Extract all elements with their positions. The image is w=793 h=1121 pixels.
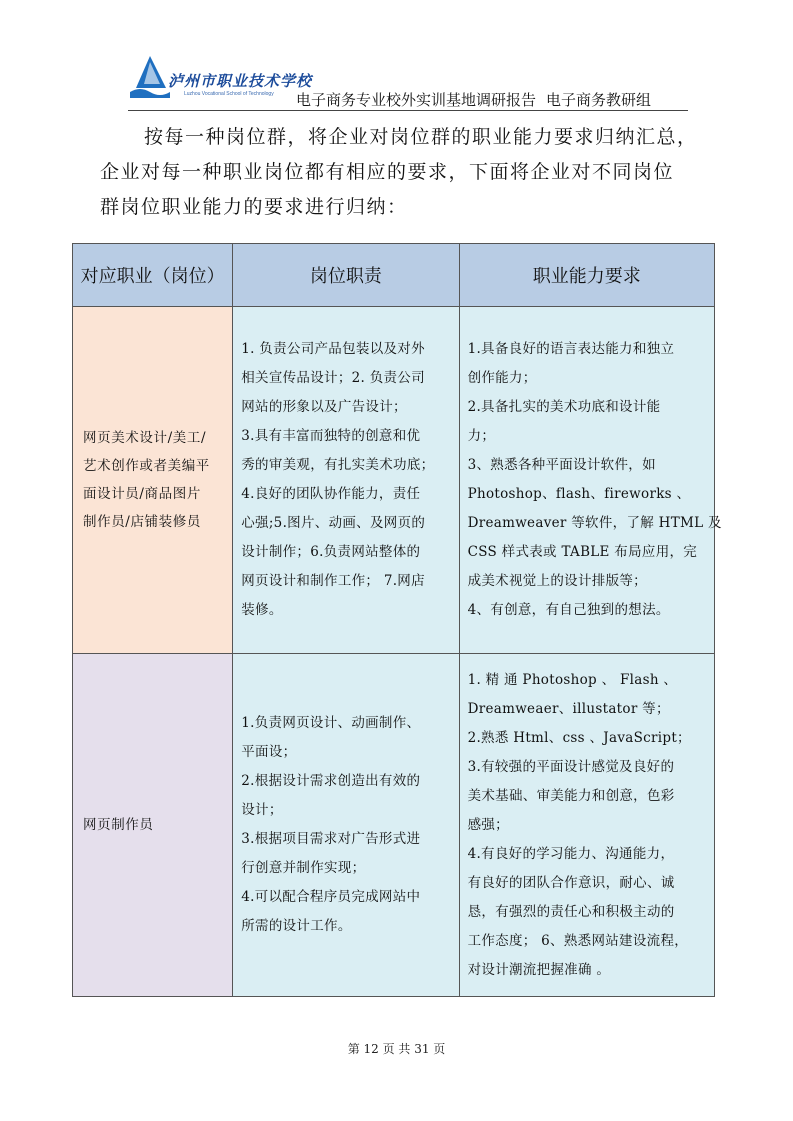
text-line: 网站的形象以及广告设计；	[241, 399, 407, 415]
text-line: 3、熟悉各种平面设计软件，如	[467, 457, 656, 473]
text-line: Dreamweaver 等软件，了解 HTML 及	[467, 515, 722, 531]
text-line: 4.良好的团队协作能力，责任	[241, 486, 421, 502]
text-line: 所需的设计工作。	[241, 918, 352, 934]
text-line: 1. 精 通 Photoshop 、 Flash 、	[467, 671, 678, 688]
text-line: 装修。	[241, 602, 283, 618]
sail-logo-icon	[128, 54, 172, 100]
text-line: 2.熟悉 Html、css 、JavaScript；	[467, 729, 691, 746]
table-header-row	[73, 244, 715, 307]
text-line: 4.有良好的学习能力、沟通能力，	[467, 845, 675, 862]
text-line: 3.有较强的平面设计感觉及良好的	[467, 758, 675, 775]
text-line: 设计制作；6.负责网站整体的	[241, 544, 421, 560]
group-name: 电子商务教研组	[546, 91, 652, 109]
text-line: 4.可以配合程序员完成网站中	[241, 889, 421, 905]
text-line: 4、有创意，有自己独到的想法。	[467, 602, 670, 618]
text-line: 相关宣传品设计；2. 负责公司	[241, 370, 425, 386]
intro-line: 按每一种岗位群，将企业对岗位群的职业能力要求归纳汇总，	[144, 126, 698, 148]
page-header	[128, 50, 688, 112]
ability-cell	[459, 307, 722, 654]
header-ability: 职业能力要求	[459, 244, 714, 307]
text-line: 心强;5.图片、动画、及网页的	[241, 515, 426, 531]
text-line: 网页制作员	[83, 817, 154, 833]
text-line: 制作员/店铺装修员	[83, 514, 201, 530]
text-line: 1.具备良好的语言表达能力和独立	[467, 341, 675, 357]
job-cell	[73, 307, 233, 654]
ability-cell	[459, 654, 714, 997]
text-line: 平面设；	[241, 744, 297, 760]
text-line: CSS 样式表或 TABLE 布局应用，完	[467, 544, 698, 560]
responsibility-cell	[233, 307, 459, 654]
text-line: 感强；	[467, 816, 509, 833]
text-line: 力；	[467, 428, 496, 444]
text-line: 恳，有强烈的责任心和积极主动的	[467, 903, 675, 920]
text-line: 设计；	[241, 802, 283, 818]
header-divider	[128, 110, 688, 111]
intro-paragraph	[100, 120, 700, 225]
job-cell	[73, 654, 233, 997]
text-line: 面设计员/商品图片	[83, 486, 201, 502]
text-line: 1.负责网页设计、动画制作、	[241, 715, 421, 731]
text-line: 艺术创作或者美编平	[83, 458, 210, 474]
text-line: 2.根据设计需求创造出有效的	[241, 773, 421, 789]
text-line: 秀的审美观，有扎实美术功底；	[241, 457, 435, 473]
job-requirements-table	[72, 243, 722, 997]
text-line: 3.根据项目需求对广告形式进	[241, 831, 421, 847]
text-line: 网页美术设计/美工/	[83, 430, 207, 446]
intro-line: 企业对每一种职业岗位都有相应的要求，下面将企业对不同岗位	[100, 161, 675, 183]
table-row	[73, 307, 715, 654]
table-row	[73, 654, 715, 997]
text-line: 有良好的团队合作意识，耐心、诚	[467, 874, 675, 891]
logo-text: 泸州市职业技术学校	[168, 72, 313, 90]
text-line: 美术基础、审美能力和创意，色彩	[467, 787, 675, 804]
logo-subtext: Luzhou Vocational School of Technology	[184, 91, 274, 97]
responsibility-cell	[233, 654, 459, 997]
report-title: 电子商务专业校外实训基地调研报告	[296, 91, 537, 109]
text-line: 工作态度； 6、熟悉网站建设流程，	[467, 932, 689, 949]
header-responsibility: 岗位职责	[233, 244, 459, 307]
intro-line: 群岗位职业能力的要求进行归纳：	[100, 196, 408, 218]
text-line: 对设计潮流把握准确 。	[467, 961, 611, 978]
text-line: 1. 负责公司产品包装以及对外	[241, 341, 425, 357]
header-job: 对应职业（岗位）	[73, 244, 233, 307]
text-line: 行创意并制作实现；	[241, 860, 366, 876]
text-line: 2.具备扎实的美术功底和设计能	[467, 399, 661, 415]
text-line: 3.具有丰富而独特的创意和优	[241, 428, 421, 444]
text-line: 创作能力；	[467, 370, 537, 386]
page-footer: 第 12 页 共 31 页	[347, 1042, 446, 1056]
text-line: Dreamweaer、illustator 等；	[467, 700, 670, 717]
text-line: Photoshop、flash、fireworks 、	[467, 486, 691, 502]
text-line: 网页设计和制作工作； 7.网店	[241, 573, 425, 589]
school-logo	[128, 54, 313, 106]
text-line: 成美术视觉上的设计排版等；	[467, 573, 647, 589]
